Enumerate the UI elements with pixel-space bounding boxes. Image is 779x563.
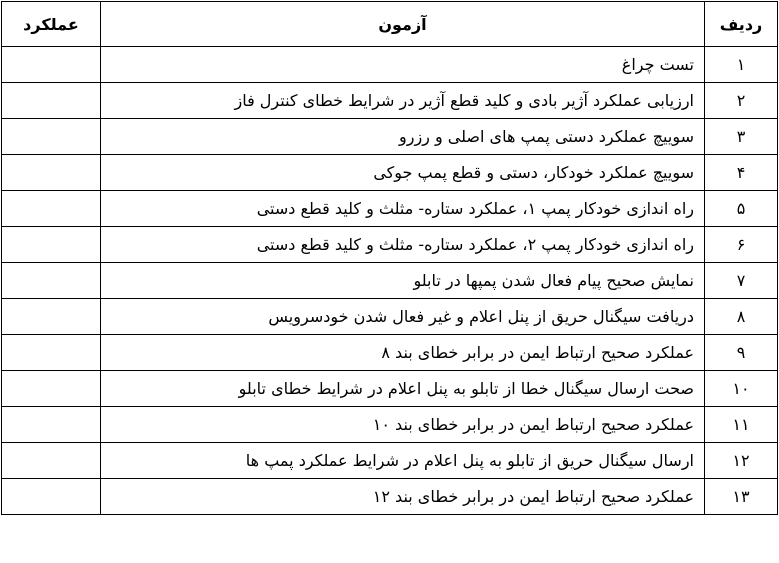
performance-cell[interactable] (2, 83, 101, 119)
performance-cell[interactable] (2, 119, 101, 155)
test-checklist-table (1, 1, 778, 515)
table-row (2, 407, 778, 443)
row-number-cell: ۷ (705, 263, 778, 299)
header-row (2, 2, 778, 47)
performance-cell[interactable] (2, 47, 101, 83)
row-number-cell: ۴ (705, 155, 778, 191)
test-description-cell: ارسال سیگنال حریق از تابلو به پنل اعلام در شرایط عملکرد پمپ ها (101, 443, 705, 479)
performance-cell[interactable] (2, 191, 101, 227)
test-description-cell: ارزیابی عملکرد آژیر بادی و کلید قطع آژیر در شرایط خطای کنترل فاز (101, 83, 705, 119)
table-row (2, 371, 778, 407)
row-number-cell: ۱۰ (705, 371, 778, 407)
test-description-cell: سوییچ عملکرد خودکار، دستی و قطع پمپ جوکی (101, 155, 705, 191)
performance-cell[interactable] (2, 263, 101, 299)
table-row (2, 443, 778, 479)
header-row-number: ردیف (705, 2, 778, 47)
performance-cell[interactable] (2, 443, 101, 479)
row-number-cell: ۱۱ (705, 407, 778, 443)
table-row (2, 335, 778, 371)
row-number-cell: ۱۳ (705, 479, 778, 515)
table-row (2, 299, 778, 335)
row-number-cell: ۱۲ (705, 443, 778, 479)
test-description-cell: عملکرد صحیح ارتباط ایمن در برابر خطای بند ۱۲ (101, 479, 705, 515)
test-description-cell: راه اندازی خودکار پمپ ۲، عملکرد ستاره- مثلث و کلید قطع دستی (101, 227, 705, 263)
table-row (2, 83, 778, 119)
test-description-cell: دریافت سیگنال حریق از پنل اعلام و غیر فعال شدن خودسرویس (101, 299, 705, 335)
table-row (2, 47, 778, 83)
test-description-cell: راه اندازی خودکار پمپ ۱، عملکرد ستاره- مثلث و کلید قطع دستی (101, 191, 705, 227)
row-number-cell: ۲ (705, 83, 778, 119)
table-row (2, 479, 778, 515)
performance-cell[interactable] (2, 479, 101, 515)
table-body (2, 47, 778, 515)
performance-cell[interactable] (2, 299, 101, 335)
header-performance: عملکرد (2, 2, 101, 47)
row-number-cell: ۸ (705, 299, 778, 335)
table-row (2, 155, 778, 191)
row-number-cell: ۱ (705, 47, 778, 83)
row-number-cell: ۳ (705, 119, 778, 155)
test-description-cell: نمایش صحیح پیام فعال شدن پمپها در تابلو (101, 263, 705, 299)
test-description-cell: عملکرد صحیح ارتباط ایمن در برابر خطای بند ۱۰ (101, 407, 705, 443)
performance-cell[interactable] (2, 155, 101, 191)
table-row (2, 191, 778, 227)
table-row (2, 119, 778, 155)
performance-cell[interactable] (2, 335, 101, 371)
test-description-cell: سوییچ عملکرد دستی پمپ های اصلی و رزرو (101, 119, 705, 155)
test-description-cell: صحت ارسال سیگنال خطا از تابلو به پنل اعلام در شرایط خطای تابلو (101, 371, 705, 407)
performance-cell[interactable] (2, 227, 101, 263)
table-row (2, 227, 778, 263)
test-description-cell: تست چراغ (101, 47, 705, 83)
test-description-cell: عملکرد صحیح ارتباط ایمن در برابر خطای بند ۸ (101, 335, 705, 371)
row-number-cell: ۵ (705, 191, 778, 227)
header-test: آزمون (101, 2, 705, 47)
row-number-cell: ۶ (705, 227, 778, 263)
table-row (2, 263, 778, 299)
performance-cell[interactable] (2, 371, 101, 407)
performance-cell[interactable] (2, 407, 101, 443)
row-number-cell: ۹ (705, 335, 778, 371)
